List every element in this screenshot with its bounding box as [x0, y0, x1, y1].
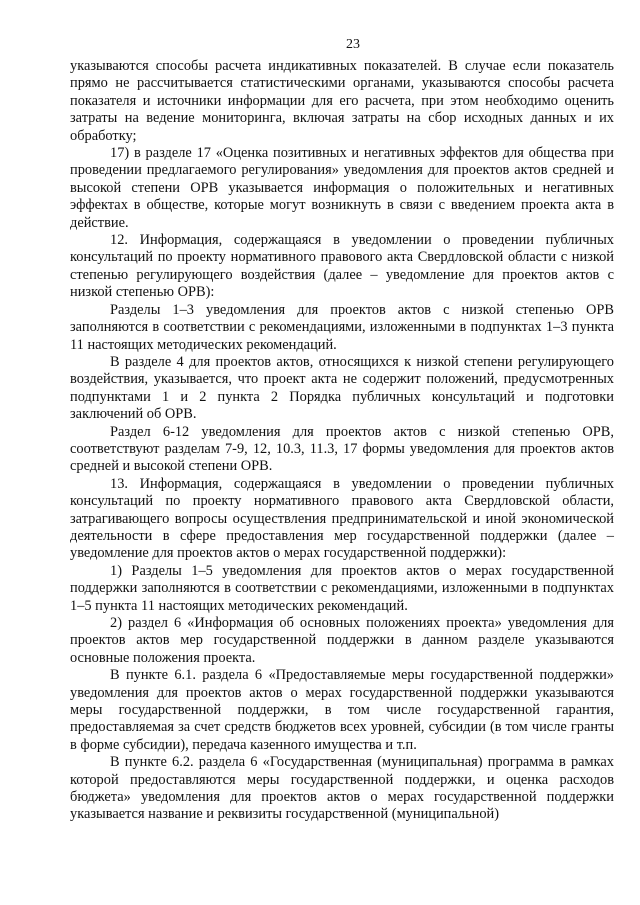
paragraph-sections-6-12: Раздел 6-12 уведомления для проектов актов с низкой степенью ОРВ, соответствуют разделам 7-9, 12, 10.3, 11.3, 17 формы уведомления для проектов актов средней и высокой степени ОРВ.	[70, 423, 614, 475]
paragraph-item-17: 17) в разделе 17 «Оценка позитивных и негативных эффектов для общества при проведении предлагаемого регулирования» уведомления для проектов актов средней и высокой степени ОРВ указывается информация о положительных и негативных эффектах в обществе, которые могут возникнуть в связи с введением проекта акта в действие.	[70, 145, 614, 231]
paragraph-point-6-1: В пункте 6.1. раздела 6 «Предоставляемые меры государственной поддержки» уведомления для проектов актов о мерах государственной поддержки указываются меры государственной поддержки, в том числе государственной гарантия, предоставляемая за счет средств бюджетов всех уровней, субсидии (в том числе гранты в форме субсидии), передача казенного имущества и т.п.	[70, 667, 614, 753]
page-number: 23	[346, 37, 360, 52]
paragraph-section-12: 12. Информация, содержащаяся в уведомлении о проведении публичных консультаций по проекту нормативного правового акта Свердловской области с низкой степенью регулирующего воздействия (далее – уведомление для проектов актов с низкой степенью ОРВ):	[70, 232, 614, 301]
paragraph-section-4: В разделе 4 для проектов актов, относящихся к низкой степени регулирующего воздействия, указывается, что проект акта не содержит положений, предусмотренных подпунктами 1 и 2 пункта 2 Порядка публичных консультаций и подготовки заключений об ОРВ.	[70, 353, 614, 423]
paragraph-continuation: указываются способы расчета индикативных показателей. В случае если показатель прямо не рассчитывается статистическими органами, указываются способы расчета показателя и источники информации для его расчета, при этом необходимо оценить затраты на ведение мониторинга, включая затраты на сбор исходных данных и их обработку;	[70, 58, 614, 144]
paragraph-sections-1-3: Разделы 1–3 уведомления для проектов актов с низкой степенью ОРВ заполняются в соответствии с рекомендациями, изложенными в подпунктах 1–3 пункта 11 настоящих методических рекомендаций.	[70, 301, 614, 353]
paragraph-item-2: 2) раздел 6 «Информация об основных положениях проекта» уведомления для проектов актов мер государственной поддержки в данном разделе указываются основные положения проекта.	[70, 615, 614, 666]
paragraph-section-13: 13. Информация, содержащаяся в уведомлении о проведении публичных консультаций по проекту нормативного правового акта Свердловской области, затрагивающего вопросы осуществления предпринимательской и иной экономической деятельности в сфере предоставления мер государственной поддержки (далее – уведомление для проектов актов о мерах государственной поддержки):	[70, 475, 614, 562]
paragraph-item-1: 1) Разделы 1–5 уведомления для проектов актов о мерах государственной поддержки заполняются в соответствии с рекомендациями, изложенными в подпунктах 1–5 пункта 11 настоящих методических рекомендаций.	[70, 562, 614, 614]
paragraph-point-6-2: В пункте 6.2. раздела 6 «Государственная (муниципальная) программа в рамках которой предоставляются меры государственной поддержки, и оценка расходов бюджета» уведомления для проектов актов о мерах государственной поддержки указывается название и реквизиты государственной (муниципальной)	[70, 754, 614, 823]
